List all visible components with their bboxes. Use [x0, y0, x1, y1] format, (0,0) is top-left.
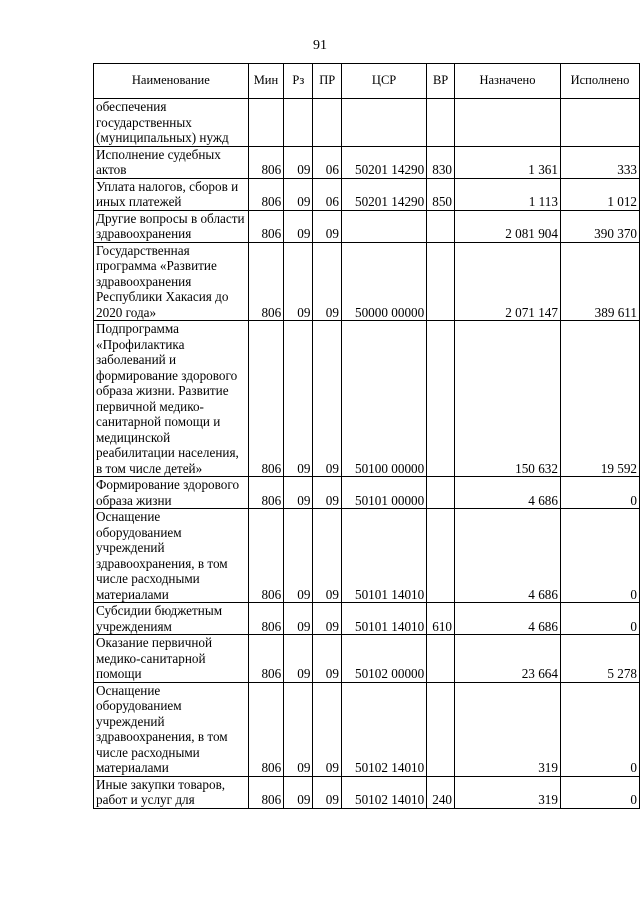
cell-rz: 09 — [284, 146, 313, 178]
cell-executed — [560, 99, 639, 147]
cell-csr — [341, 210, 426, 242]
cell-vr — [427, 210, 455, 242]
cell-min: 806 — [248, 603, 284, 635]
cell-name: Субсидии бюджетным учреждениям — [94, 603, 249, 635]
cell-assigned: 1 113 — [455, 178, 561, 210]
cell-executed: 0 — [560, 776, 639, 808]
cell-pr: 09 — [313, 477, 341, 509]
table-row — [94, 635, 640, 683]
cell-rz: 09 — [284, 776, 313, 808]
cell-assigned: 319 — [455, 682, 561, 776]
cell-rz: 09 — [284, 509, 313, 603]
cell-assigned: 4 686 — [455, 477, 561, 509]
header-csr: ЦСР — [341, 64, 426, 99]
cell-vr — [427, 477, 455, 509]
cell-vr — [427, 509, 455, 603]
cell-rz: 09 — [284, 210, 313, 242]
cell-pr: 09 — [313, 242, 341, 321]
cell-pr: 09 — [313, 603, 341, 635]
cell-executed: 0 — [560, 477, 639, 509]
cell-vr — [427, 682, 455, 776]
cell-csr: 50201 14290 — [341, 146, 426, 178]
table-body — [94, 99, 640, 809]
cell-vr — [427, 242, 455, 321]
cell-csr: 50102 14010 — [341, 682, 426, 776]
cell-executed: 390 370 — [560, 210, 639, 242]
cell-csr: 50101 14010 — [341, 509, 426, 603]
cell-name: Уплата налогов, сборов и иных платежей — [94, 178, 249, 210]
cell-min: 806 — [248, 635, 284, 683]
cell-vr: 240 — [427, 776, 455, 808]
cell-min: 806 — [248, 242, 284, 321]
cell-name: Иные закупки товаров, работ и услуг для — [94, 776, 249, 808]
cell-csr: 50000 00000 — [341, 242, 426, 321]
cell-vr: 850 — [427, 178, 455, 210]
cell-assigned — [455, 99, 561, 147]
cell-pr: 09 — [313, 635, 341, 683]
cell-name: Оказание первичной медико-санитарной помощи — [94, 635, 249, 683]
table-row — [94, 210, 640, 242]
cell-name: Формирование здорового образа жизни — [94, 477, 249, 509]
cell-rz: 09 — [284, 603, 313, 635]
cell-assigned: 319 — [455, 776, 561, 808]
cell-rz: 09 — [284, 477, 313, 509]
cell-assigned: 2 081 904 — [455, 210, 561, 242]
header-name: Наименование — [94, 64, 249, 99]
cell-assigned: 4 686 — [455, 509, 561, 603]
table-row — [94, 146, 640, 178]
cell-csr: 50101 00000 — [341, 477, 426, 509]
cell-executed: 333 — [560, 146, 639, 178]
cell-name: Государственная программа «Развитие здравоохранения Республики Хакасия до 2020 года» — [94, 242, 249, 321]
cell-csr: 50201 14290 — [341, 178, 426, 210]
cell-assigned: 2 071 147 — [455, 242, 561, 321]
page-number: 91 — [313, 38, 327, 53]
header-assigned: Назначено — [455, 64, 561, 99]
cell-executed: 19 592 — [560, 321, 639, 477]
cell-rz: 09 — [284, 682, 313, 776]
cell-vr: 610 — [427, 603, 455, 635]
table-row — [94, 477, 640, 509]
cell-name: обеспечения государственных (муниципальных) нужд — [94, 99, 249, 147]
cell-csr — [341, 99, 426, 147]
cell-csr: 50101 14010 — [341, 603, 426, 635]
cell-executed: 0 — [560, 682, 639, 776]
cell-name: Исполнение судебных актов — [94, 146, 249, 178]
cell-min — [248, 99, 284, 147]
table-row — [94, 509, 640, 603]
cell-pr: 09 — [313, 682, 341, 776]
table-header-row — [94, 64, 640, 99]
cell-min: 806 — [248, 682, 284, 776]
cell-min: 806 — [248, 776, 284, 808]
cell-executed: 0 — [560, 509, 639, 603]
cell-name: Другие вопросы в области здравоохранения — [94, 210, 249, 242]
cell-name: Оснащение оборудованием учреждений здравоохранения, в том числе расходными материалами — [94, 682, 249, 776]
cell-csr: 50100 00000 — [341, 321, 426, 477]
table-row — [94, 178, 640, 210]
cell-vr — [427, 321, 455, 477]
table-row — [94, 99, 640, 147]
cell-executed: 389 611 — [560, 242, 639, 321]
cell-rz: 09 — [284, 635, 313, 683]
cell-rz: 09 — [284, 242, 313, 321]
cell-assigned: 4 686 — [455, 603, 561, 635]
cell-pr: 09 — [313, 321, 341, 477]
cell-vr: 830 — [427, 146, 455, 178]
table-row — [94, 603, 640, 635]
cell-min: 806 — [248, 477, 284, 509]
header-vr: ВР — [427, 64, 455, 99]
cell-min: 806 — [248, 210, 284, 242]
cell-pr: 09 — [313, 509, 341, 603]
cell-min: 806 — [248, 146, 284, 178]
cell-assigned: 23 664 — [455, 635, 561, 683]
cell-pr: 06 — [313, 146, 341, 178]
header-pr: ПР — [313, 64, 341, 99]
cell-executed: 5 278 — [560, 635, 639, 683]
cell-min: 806 — [248, 509, 284, 603]
cell-pr: 06 — [313, 178, 341, 210]
cell-vr — [427, 99, 455, 147]
cell-executed: 0 — [560, 603, 639, 635]
cell-assigned: 150 632 — [455, 321, 561, 477]
header-executed: Исполнено — [560, 64, 639, 99]
table-row — [94, 242, 640, 321]
cell-rz: 09 — [284, 178, 313, 210]
cell-csr: 50102 14010 — [341, 776, 426, 808]
cell-name: Оснащение оборудованием учреждений здравоохранения, в том числе расходными материалами — [94, 509, 249, 603]
cell-pr — [313, 99, 341, 147]
cell-assigned: 1 361 — [455, 146, 561, 178]
cell-csr: 50102 00000 — [341, 635, 426, 683]
cell-vr — [427, 635, 455, 683]
cell-min: 806 — [248, 321, 284, 477]
cell-min: 806 — [248, 178, 284, 210]
table-row — [94, 321, 640, 477]
header-rz: Рз — [284, 64, 313, 99]
table-row — [94, 682, 640, 776]
cell-pr: 09 — [313, 210, 341, 242]
header-min: Мин — [248, 64, 284, 99]
table-row — [94, 776, 640, 808]
cell-pr: 09 — [313, 776, 341, 808]
cell-rz — [284, 99, 313, 147]
cell-name: Подпрограмма «Профилактика заболеваний и формирование здорового образа жизни. Развитие первичной медико-санитарной помощи и медицинской реабилитации населения, в том числе детей» — [94, 321, 249, 477]
budget-table — [93, 63, 640, 809]
cell-executed: 1 012 — [560, 178, 639, 210]
cell-rz: 09 — [284, 321, 313, 477]
